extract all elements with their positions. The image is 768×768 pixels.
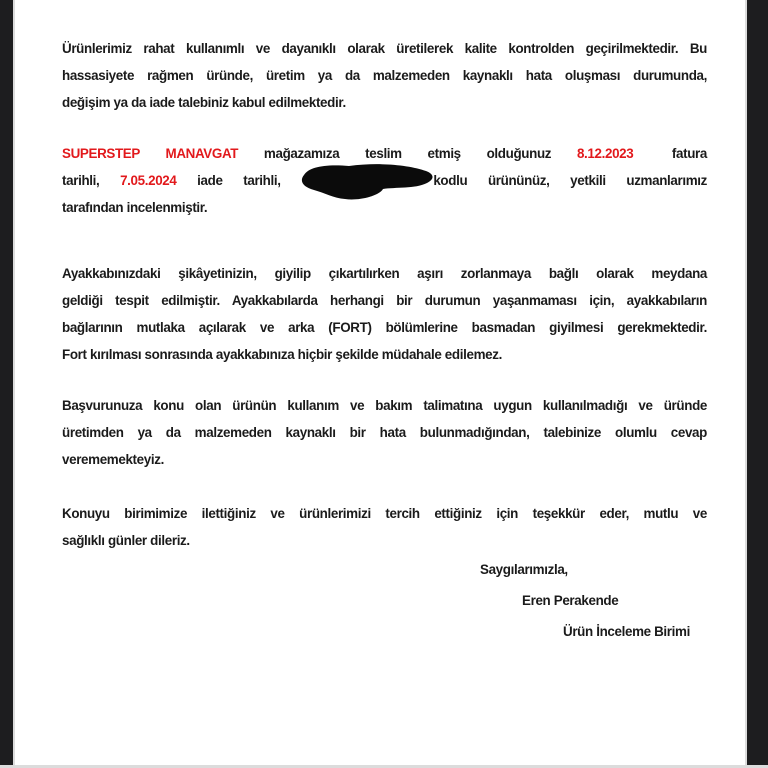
- text-line: [62, 167, 707, 194]
- paragraph-5: [62, 500, 707, 554]
- text-line: [62, 287, 707, 314]
- text-line: [62, 446, 707, 473]
- body-text: Konuyu birimimize ilettiğiniz ve ürünlerimizi tercih ettiğiniz için teşekkür eder, mutlu ve: [62, 506, 707, 521]
- body-text: üretimden ya da malzemeden kaynaklı bir hata bulunmadığından, talebinize olumlu cevap: [62, 425, 707, 440]
- paragraph-2: [62, 140, 707, 221]
- body-text: bağlarının mutlaka açılarak ve arka (FORT) bölümlerine basmadan giyilmesi gerekmektedir.: [62, 320, 707, 335]
- right-edge-bar: [745, 0, 768, 768]
- highlight-red-text: 8.12.2023: [576, 146, 634, 161]
- text-line: [62, 419, 707, 446]
- signature-company-name: Eren Perakende: [522, 593, 619, 608]
- body-text: fatura: [633, 146, 707, 161]
- body-text: Başvurunuza konu olan ürünün kullanım ve bakım talimatına uygun kullanılmadığı ve üründe: [62, 398, 707, 413]
- highlight-red-text: 7.05.2024: [120, 173, 177, 188]
- body-text: verememekteyiz.: [62, 452, 164, 467]
- body-text: iade tarihli,: [176, 173, 302, 188]
- body-text: tarafından incelenmiştir.: [62, 200, 208, 215]
- text-line: [62, 89, 707, 116]
- body-text: hassasiyete rağmen üründe, üretim ya da malzemeden kaynaklı hata oluşması durumunda,: [62, 68, 707, 83]
- left-edge-bar: [0, 0, 15, 768]
- text-line: [62, 35, 707, 62]
- body-text: geldiği tespit edilmiştir. Ayakkabılarda herhangi bir durumun yaşanmaması için, ayakkabıların: [62, 293, 707, 308]
- body-text: tarihli,: [62, 173, 121, 188]
- redaction-blob: [301, 173, 433, 186]
- text-line: [62, 392, 707, 419]
- paragraph-3: [62, 260, 707, 368]
- highlight-red-text: SUPERSTEP MANAVGAT: [62, 146, 239, 161]
- signature-department: Ürün İnceleme Birimi: [563, 624, 690, 639]
- text-line: [62, 500, 707, 527]
- paragraph-4: [62, 392, 707, 473]
- body-text: sağlıklı günler dileriz.: [62, 533, 190, 548]
- closing-salutation: Saygılarımızla,: [480, 562, 568, 577]
- text-line: [62, 62, 707, 89]
- text-line: [62, 314, 707, 341]
- paragraph-1: [62, 35, 707, 116]
- closing-block: [62, 554, 707, 647]
- text-line: [62, 527, 707, 554]
- text-line: [62, 260, 707, 287]
- body-text: Fort kırılması sonrasında ayakkabınıza hiçbir şekilde müdahale edilemez.: [62, 347, 502, 362]
- letter-body: [62, 35, 707, 647]
- body-text: Ürünlerimiz rahat kullanımlı ve dayanıklı olarak üretilerek kalite kontrolden geçirilmektedir. Bu: [62, 41, 707, 56]
- body-text: kodlu ürününüz, yetkili uzmanlarımız: [433, 173, 708, 188]
- body-text: Ayakkabınızdaki şikâyetinizin, giyilip çıkartılırken aşırı zorlanmaya bağlı olarak meydana: [62, 266, 707, 281]
- text-line: [62, 341, 707, 368]
- body-text: mağazamıza teslim etmiş olduğunuz: [238, 146, 577, 161]
- body-text: değişim ya da iade talebiniz kabul edilmektedir.: [62, 95, 346, 110]
